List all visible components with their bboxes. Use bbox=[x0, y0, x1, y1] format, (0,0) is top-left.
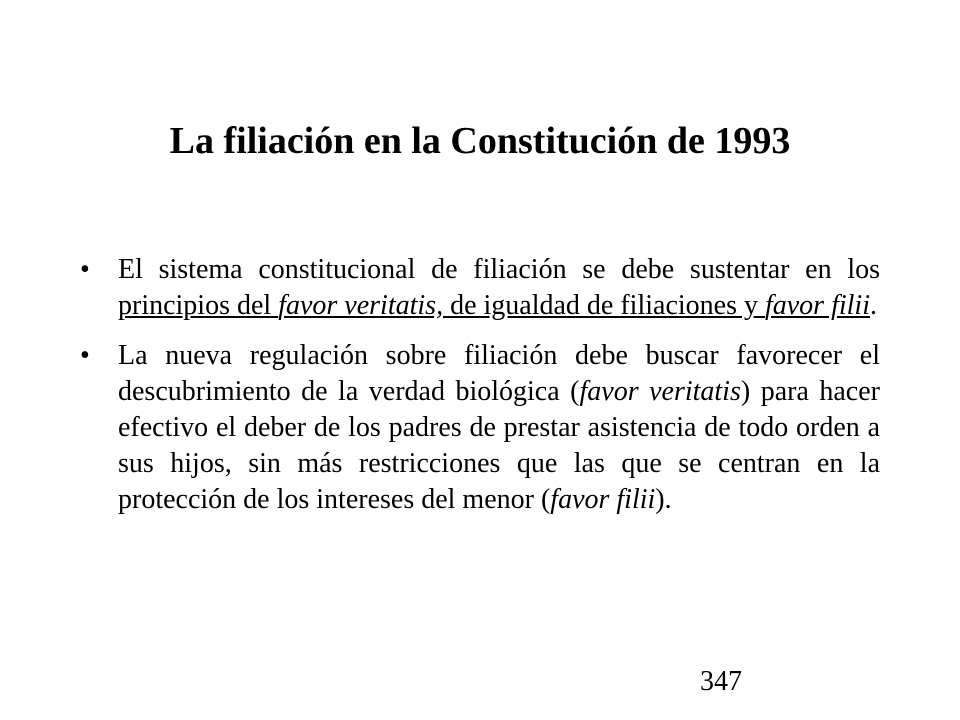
bullet-dot: • bbox=[80, 254, 90, 285]
bullet-list bbox=[80, 252, 880, 532]
bullet-2-favor-filii: favor filii bbox=[550, 484, 656, 515]
bullet-2-text-middle: ) para hacer efectivo el deber de los padres de prestar asistencia de todo orden a sus hijos, sin más restricciones que las que se centran en la protección de los intereses del menor ( bbox=[118, 376, 880, 515]
bullet-1-favor-filii: favor filii bbox=[764, 290, 870, 321]
bullet-1-principles-text: principios del bbox=[118, 290, 279, 321]
bullet-dot: • bbox=[80, 340, 90, 371]
slide-title: La filiación en la Constitución de 1993 bbox=[169, 120, 791, 162]
bullet-1-text: El sistema constitucional de filiación se debe sustentar en los bbox=[118, 254, 880, 285]
bullet-item-1 bbox=[80, 252, 880, 324]
bullet-1-equality-text: de igualdad de filiaciones y bbox=[443, 290, 765, 321]
bullet-1-period: . bbox=[869, 290, 877, 321]
bullet-2-favor-veritatis: favor veritatis bbox=[579, 376, 741, 407]
bullet-2-text-end: ). bbox=[655, 484, 672, 515]
bullet-2-text-start: La nueva regulación sobre filiación debe buscar favorecer el descubrimiento de la verdad biológica ( bbox=[118, 340, 880, 407]
page-number: 347 bbox=[700, 666, 742, 697]
bullet-1-favor-veritatis: favor veritatis, bbox=[278, 290, 444, 321]
bullet-1-underlined-text bbox=[118, 290, 870, 321]
bullet-item-2 bbox=[80, 338, 880, 518]
